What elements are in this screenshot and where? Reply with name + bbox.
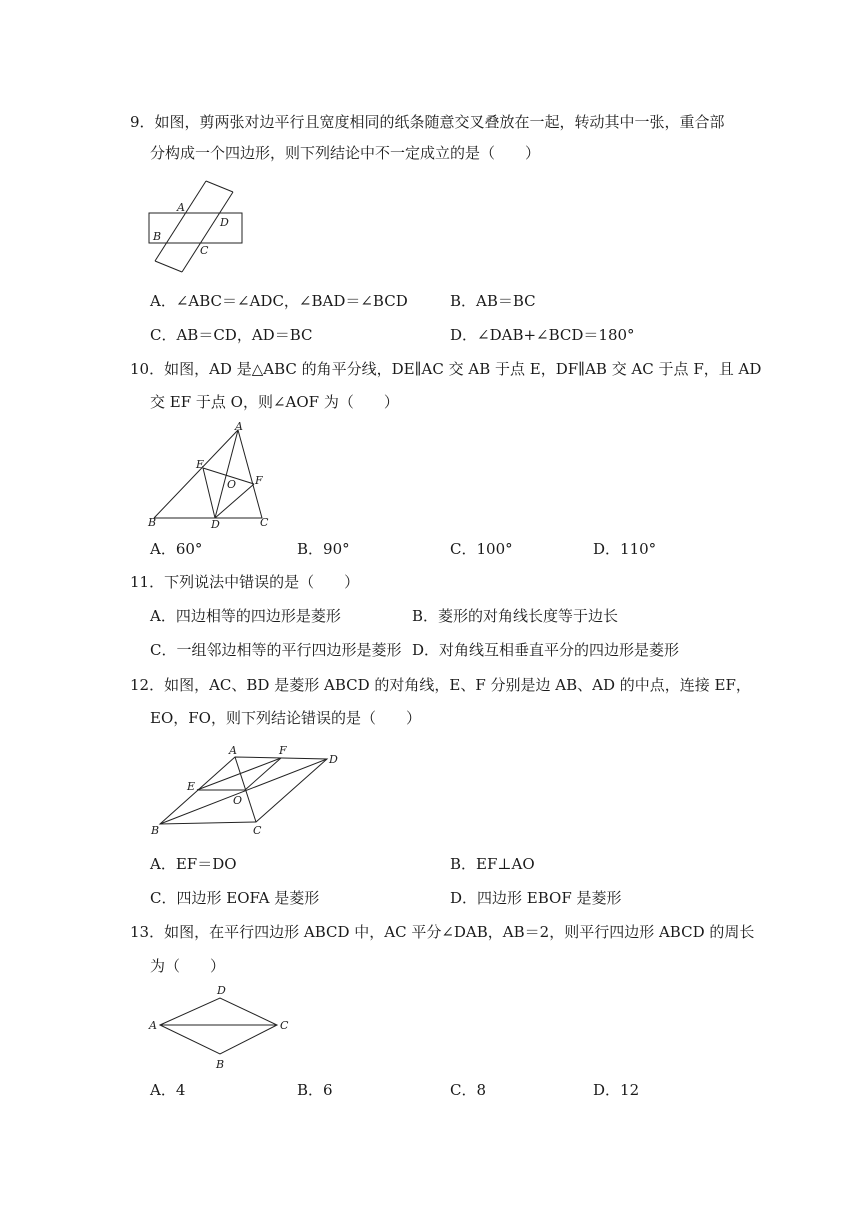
figure-label: D: [211, 518, 220, 531]
question-10-stem-line1: 10．如图，AD 是△ABC 的角平分线，DE∥AC 交 AB 于点 E，DF∥AB 交 AC 于点 F，且 AD: [130, 360, 762, 378]
figure-label: F: [255, 474, 263, 487]
question-10-option-a[interactable]: A．60°: [150, 540, 203, 558]
question-10-stem-line2: 交 EF 于点 O，则∠AOF 为（ ）: [150, 393, 399, 411]
question-13-option-d[interactable]: D．12: [593, 1081, 640, 1099]
question-11-option-b[interactable]: B．菱形的对角线长度等于边长: [412, 607, 619, 625]
question-13-option-b[interactable]: B．6: [297, 1081, 333, 1099]
question-10-option-b[interactable]: B．90°: [297, 540, 350, 558]
figure-label: D: [220, 216, 229, 229]
question-10-figure: [142, 420, 282, 536]
figure-label: O: [233, 794, 243, 807]
question-13-stem-line1: 13．如图，在平行四边形 ABCD 中，AC 平分∠DAB，AB＝2，则平行四边形 ABCD 的周长: [130, 923, 755, 941]
figure-label: C: [260, 516, 269, 529]
question-12-stem-line2: EO，FO，则下列结论错误的是（ ）: [150, 709, 421, 727]
figure-label: A: [149, 1019, 157, 1032]
question-11-option-d[interactable]: D．对角线互相垂直平分的四边形是菱形: [412, 641, 680, 659]
question-9-stem-line2: 分构成一个四边形，则下列结论中不一定成立的是（ ）: [150, 144, 541, 162]
figure-label: E: [187, 780, 196, 793]
question-9-stem-line1: 9．如图，剪两张对边平行且宽度相同的纸条随意交叉叠放在一起，转动其中一张，重合部: [130, 113, 725, 131]
question-12-option-c[interactable]: C．四边形 EOFA 是菱形: [150, 889, 320, 907]
figure-label: E: [196, 458, 205, 471]
figure-label: C: [200, 244, 209, 257]
question-13-stem-line2: 为（ ）: [150, 957, 226, 975]
figure-label: A: [235, 420, 243, 433]
figure-label: D: [329, 753, 338, 766]
figure-label: A: [229, 744, 237, 757]
figure-label: A: [177, 201, 185, 214]
question-9-figure: [140, 176, 250, 280]
question-9-option-d[interactable]: D．∠DAB+∠BCD＝180°: [450, 326, 635, 344]
figure-label: B: [153, 230, 162, 243]
figure-label: C: [280, 1019, 289, 1032]
question-13-option-a[interactable]: A．4: [150, 1081, 186, 1099]
question-9-option-a[interactable]: A．∠ABC＝∠ADC，∠BAD＝∠BCD: [150, 292, 408, 310]
question-9-option-b[interactable]: B．AB＝BC: [450, 292, 536, 310]
question-11-option-c[interactable]: C．一组邻边相等的平行四边形是菱形: [150, 641, 402, 659]
question-12-option-d[interactable]: D．四边形 EBOF 是菱形: [450, 889, 622, 907]
figure-label: B: [151, 824, 160, 837]
figure-label: O: [227, 478, 237, 491]
question-12-stem-line1: 12．如图，AC、BD 是菱形 ABCD 的对角线，E、F 分别是边 AB、AD 的中点，连接 EF，: [130, 676, 751, 694]
question-12-option-a[interactable]: A．EF＝DO: [150, 855, 237, 873]
question-13-figure: [144, 982, 304, 1078]
question-10-option-c[interactable]: C．100°: [450, 540, 513, 558]
question-9-option-c[interactable]: C．AB＝CD，AD＝BC: [150, 326, 313, 344]
question-13-option-c[interactable]: C．8: [450, 1081, 487, 1099]
question-11-option-a[interactable]: A．四边相等的四边形是菱形: [150, 607, 341, 625]
figure-label: B: [216, 1058, 225, 1071]
question-12-figure: [145, 742, 345, 841]
figure-label: B: [148, 516, 157, 529]
figure-label: C: [253, 824, 262, 837]
question-11-stem: 11．下列说法中错误的是（ ）: [130, 573, 360, 591]
question-12-option-b[interactable]: B．EF⊥AO: [450, 855, 535, 873]
figure-label: D: [217, 984, 226, 997]
question-10-option-d[interactable]: D．110°: [593, 540, 657, 558]
figure-label: F: [279, 744, 287, 757]
